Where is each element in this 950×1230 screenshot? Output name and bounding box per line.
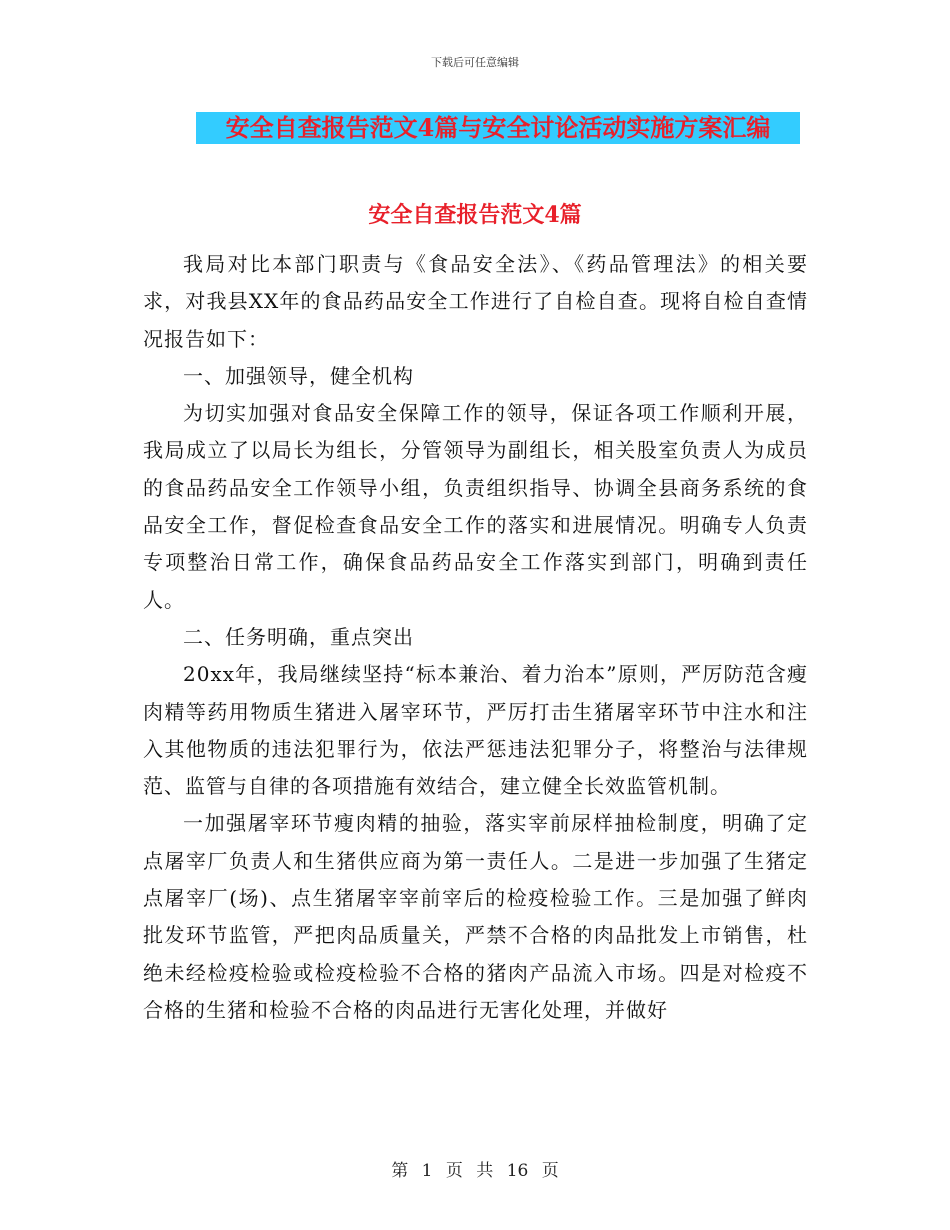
footer-label-di: 第 xyxy=(391,1161,409,1181)
document-main-title: 安全自查报告范文4篇与安全讨论活动实施方案汇编 xyxy=(196,112,800,144)
paragraph-leadership: 为切实加强对食品安全保障工作的领导，保证各项工作顺利开展，我局成立了以局长为组长，分管领导为副组长，相关股室负责人为成员的食品药品安全工作领导小组，负责组织指导、协调全县商务系统的食品安全工作，督促检查食品安全工作的落实和进展情况。明确专人负责专项整治日常工作，确保食品药品安全工作落实到部门，明确到责任人。 xyxy=(143,401,808,612)
footer-label-gong: 共 xyxy=(476,1161,494,1181)
paragraph-measures: 一加强屠宰环节瘦肉精的抽验，落实宰前尿样抽检制度，明确了定点屠宰厂负责人和生猪供应商为第一责任人。二是进一步加强了生猪定点屠宰厂(场)、点生猪屠宰宰前宰后的检疫检验工作。三是加强了鲜肉批发环节监管，严把肉品质量关，严禁不合格的肉品批发上市销售，杜绝未经检疫检验或检疫检验不合格的猪肉产品流入市场。四是对检疫不合格的生猪和检验不合格的肉品进行无害化处理，并做好 xyxy=(143,811,808,1022)
section-title: 安全自查报告范文4篇 xyxy=(368,202,582,228)
footer-label-ye2: 页 xyxy=(541,1161,559,1181)
heading-section-2: 二、任务明确，重点突出 xyxy=(183,624,414,649)
header-note: 下载后可任意编辑 xyxy=(431,56,519,69)
paragraph-principles: 20xx年，我局继续坚持“标本兼治、着力治本”原则，严厉防范含瘦肉精等药用物质生猪进入屠宰环节，严厉打击生猪屠宰环节中注水和注入其他物质的违法犯罪行为，依法严惩违法犯罪分子，将整治与法律规范、监管与自律的各项措施有效结合，建立健全长效监管机制。 xyxy=(143,662,808,799)
footer-current-page: 1 xyxy=(421,1161,433,1181)
footer-label-ye: 页 xyxy=(445,1161,463,1181)
page-footer xyxy=(0,1156,950,1181)
footer-total-pages: 16 xyxy=(506,1161,529,1181)
paragraph-intro: 我局对比本部门职责与《食品安全法》、《药品管理法》的相关要求，对我县XX年的食品药品安全工作进行了自检自查。现将自检自查情况报告如下： xyxy=(143,252,808,351)
body-text xyxy=(143,246,808,1029)
heading-section-1: 一、加强领导，健全机构 xyxy=(183,363,414,388)
